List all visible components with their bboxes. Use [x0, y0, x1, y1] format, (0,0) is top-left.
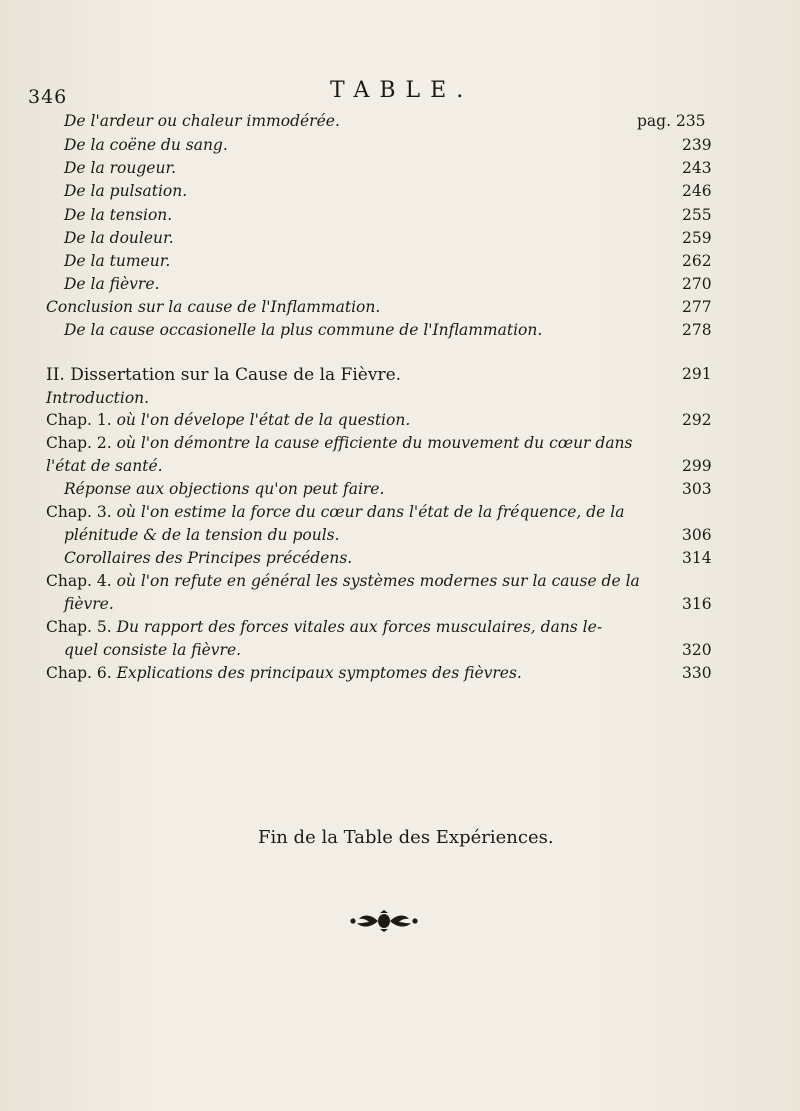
entry-text: Conclusion sur la cause de l'Inflammation. [46, 298, 381, 316]
entry-text: où l'on démontre la cause efficiente du mouvement du cœur dans [116, 434, 633, 452]
chapter-label: Chap. 3. [46, 503, 112, 521]
entry-page: 278 [682, 321, 712, 339]
entry-text: où l'on estime la force du cœur dans l'état de la fréquence, de la [116, 503, 625, 521]
list-item [64, 112, 340, 130]
entry-page: 303 [682, 480, 712, 498]
printer-ornament-icon [347, 910, 421, 932]
entry-page: 239 [682, 136, 712, 154]
entry-page: 330 [682, 664, 712, 682]
list-item [46, 572, 640, 590]
list-item: Introduction. [46, 389, 150, 407]
page-number: 346 [28, 86, 68, 108]
entry-text: De la rougeur. [64, 159, 177, 177]
list-item [64, 229, 174, 247]
entry-text: De la pulsation. [64, 182, 188, 200]
list-item: Corollaires des Principes précédens. [64, 549, 353, 567]
list-item [64, 182, 187, 200]
closing-line: Fin de la Table des Expériences. [258, 827, 554, 848]
list-item: plénitude & de la tension du pouls. [64, 526, 340, 544]
list-item: l'état de santé. [46, 457, 163, 475]
entry-text: De la fièvre. [64, 275, 160, 293]
list-item [46, 298, 380, 316]
list-item: fièvre. [64, 595, 114, 613]
entry-text: De la tension. [64, 206, 173, 224]
entry-page: 259 [682, 229, 712, 247]
entry-page: 243 [682, 159, 712, 177]
entry-page: 255 [682, 206, 712, 224]
list-item [64, 321, 542, 339]
page-label: pag. [637, 112, 672, 130]
entry-page: 270 [682, 275, 712, 293]
entry-page: 292 [682, 411, 712, 429]
entry-text: où l'on refute en général les systèmes modernes sur la cause de la [116, 572, 640, 590]
section-heading: II. Dissertation sur la Cause de la Fièvre. [46, 365, 402, 385]
list-item [64, 252, 170, 270]
list-item: Réponse aux objections qu'on peut faire. [64, 480, 385, 498]
list-item [64, 159, 176, 177]
entry-text: De la douleur. [64, 229, 174, 247]
entry-page: 316 [682, 595, 712, 613]
entry-text: où l'on dévelope l'état de la question. [116, 411, 411, 429]
entry-page: 306 [682, 526, 712, 544]
list-item [46, 411, 410, 429]
list-item [46, 434, 633, 452]
page-ref [637, 112, 706, 130]
entry-text: De la coëne du sang. [64, 136, 228, 154]
chapter-label: Chap. 4. [46, 572, 112, 590]
list-item [46, 618, 602, 636]
list-item [64, 136, 228, 154]
list-item [46, 664, 522, 682]
list-item [46, 503, 624, 521]
running-head: TABLE. [330, 78, 474, 103]
list-item: quel consiste la fièvre. [64, 641, 242, 659]
entry-page: 320 [682, 641, 712, 659]
entry-text: De la tumeur. [64, 252, 171, 270]
entry-page: 235 [675, 112, 706, 130]
entry-page: 291 [682, 365, 712, 383]
chapter-label: Chap. 1. [46, 411, 112, 429]
list-item [64, 275, 159, 293]
entry-page: 277 [682, 298, 712, 316]
chapter-label: Chap. 5. [46, 618, 112, 636]
entry-text: De la cause occasionelle la plus commune de l'Inflammation. [64, 321, 543, 339]
entry-text: Du rapport des forces vitales aux forces musculaires, dans le- [116, 618, 603, 636]
chapter-label: Chap. 6. [46, 664, 112, 682]
entry-page: 299 [682, 457, 712, 475]
list-item [64, 206, 172, 224]
entry-page: 262 [682, 252, 712, 270]
chapter-label: Chap. 2. [46, 434, 112, 452]
entry-text: De l'ardeur ou chaleur immodérée. [64, 112, 340, 130]
entry-page: 246 [682, 182, 712, 200]
entry-text: Explications des principaux symptomes des fièvres. [116, 664, 522, 682]
entry-page: 314 [682, 549, 712, 567]
